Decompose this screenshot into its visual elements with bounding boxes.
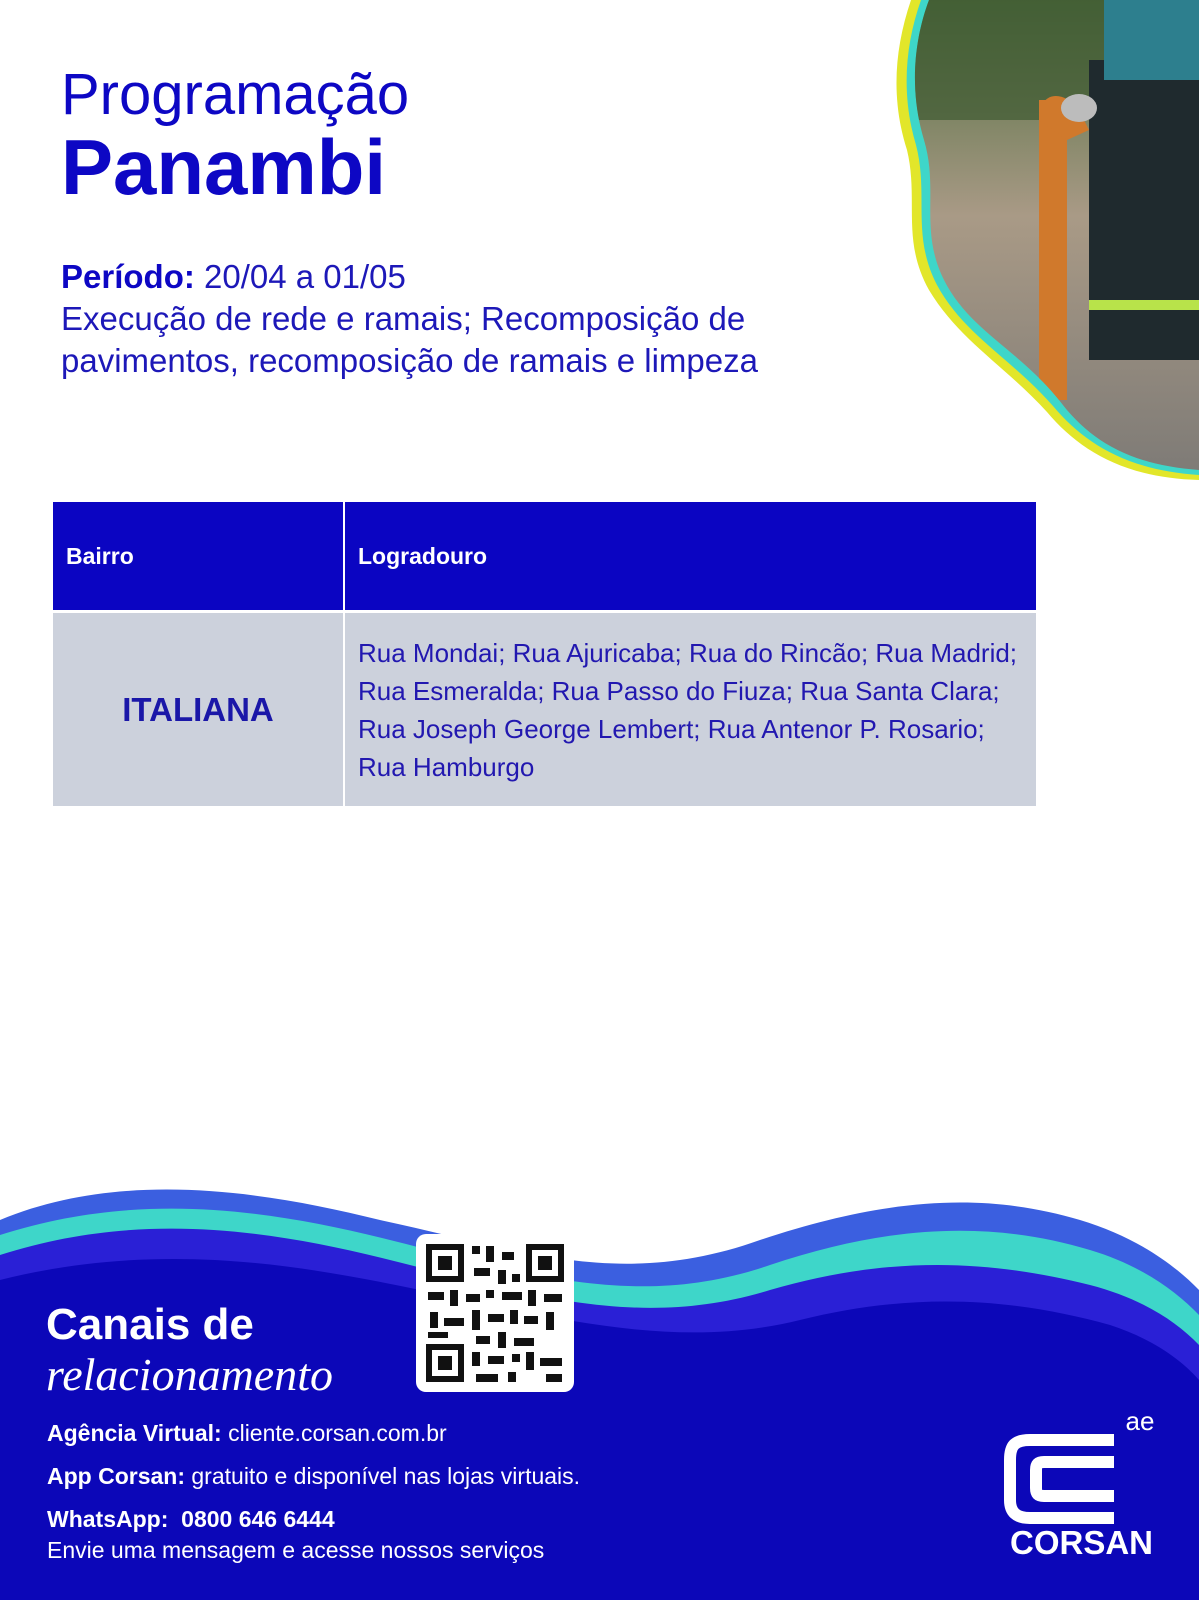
period-label: Período: (61, 258, 195, 295)
qr-code-icon (416, 1234, 574, 1392)
worker-photo (889, 0, 1199, 480)
footer-title-line1: Canais de (46, 1300, 254, 1349)
agencia-link[interactable]: cliente.corsan.com.br (221, 1420, 447, 1446)
bairro-cell: ITALIANA (53, 612, 344, 807)
schedule-table (53, 502, 1036, 806)
column-header-logradouro: Logradouro (344, 502, 1036, 612)
whatsapp-line (47, 1506, 335, 1533)
column-header-bairro: Bairro (53, 502, 344, 612)
period-value: 20/04 a 01/05 (194, 258, 406, 295)
logradouro-cell: Rua Mondai; Rua Ajuricaba; Rua do Rincão; Rua Madrid; Rua Esmeralda; Rua Passo do Fiuza; Rua Santa Clara; Rua Joseph George Lembert; Rua Antenor P. Rosario; Rua Hamburgo (344, 612, 1036, 807)
whatsapp-label: WhatsApp: (47, 1506, 169, 1532)
app-description: gratuito e disponível nas lojas virtuais. (185, 1463, 581, 1489)
corsan-logo-text: CORSAN (1010, 1524, 1154, 1561)
logo-mark: ae (1125, 1408, 1155, 1436)
app-label: App Corsan: (47, 1463, 185, 1489)
table-header-row (53, 502, 1036, 612)
qr-code[interactable] (416, 1234, 574, 1392)
period-line (61, 256, 881, 298)
agencia-label: Agência Virtual: (47, 1420, 222, 1446)
whatsapp-number[interactable]: 0800 646 6444 (168, 1506, 335, 1532)
footer-title-line2: relacionamento (46, 1349, 334, 1400)
table-row (53, 612, 1036, 807)
app-corsan-line (47, 1463, 580, 1490)
whatsapp-note: Envie uma mensagem e acesse nossos serviços (47, 1537, 545, 1563)
work-description: Execução de rede e ramais; Recomposição de pavimentos, recomposição de ramais e limpeza (61, 300, 758, 379)
page-title-city: Panambi (61, 123, 387, 211)
agencia-virtual-line (47, 1420, 447, 1447)
page-title-line1: Programação (61, 62, 410, 127)
